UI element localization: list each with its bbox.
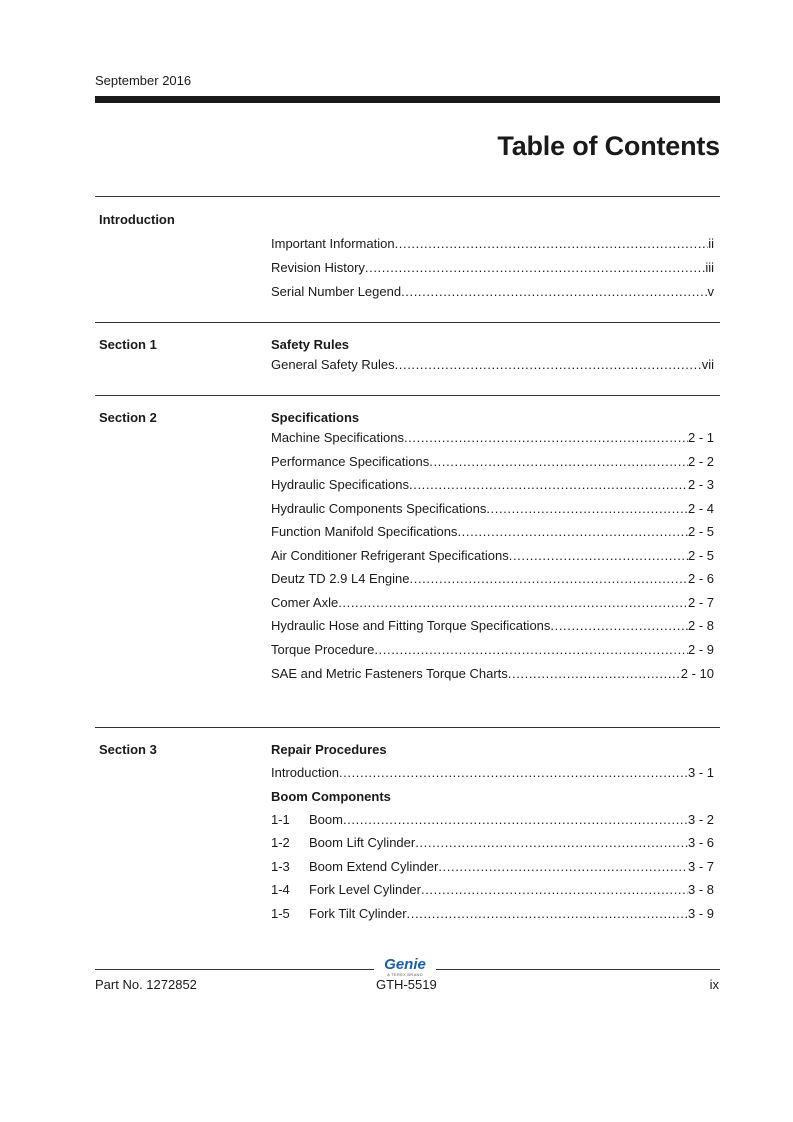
toc-subentry[interactable]: 1-3 Boom Extend Cylinder ..... 3 - 7	[271, 859, 714, 875]
toc-entry[interactable]: Comer Axle ..... 2 - 7	[271, 595, 714, 611]
toc-entry[interactable]: Deutz TD 2.9 L4 Engine ..... 2 - 6	[271, 571, 714, 587]
toc-entry[interactable]: Air Conditioner Refrigerant Specifications ..... 2 - 5	[271, 548, 714, 564]
toc-entry[interactable]: Torque Procedure ..... 2 - 9	[271, 642, 714, 658]
section-label-2: Section 2	[99, 410, 157, 425]
section-label-introduction: Introduction	[99, 212, 175, 227]
subheading-boom-components: Boom Components	[271, 789, 391, 804]
toc-entry[interactable]: SAE and Metric Fasteners Torque Charts ..... 2 - 10	[271, 666, 714, 682]
section-divider	[95, 322, 720, 323]
header-date: September 2016	[95, 73, 192, 88]
toc-entry[interactable]: Hydraulic Specifications ..... 2 - 3	[271, 477, 714, 493]
toc-subentry[interactable]: 1-1 Boom ..... 3 - 2	[271, 812, 714, 828]
section-divider	[95, 196, 720, 197]
genie-logo	[377, 957, 433, 977]
section-heading-safety-rules: Safety Rules	[271, 337, 350, 352]
section-label-3: Section 3	[99, 742, 157, 757]
logo-tagline: A TEREX BRAND	[387, 972, 423, 977]
section-heading-repair-procedures: Repair Procedures	[271, 742, 387, 757]
page-title: Table of Contents	[497, 131, 720, 161]
toc-entry[interactable]: Revision History ..... iii	[271, 260, 714, 276]
toc-subentry[interactable]: 1-4 Fork Level Cylinder ..... 3 - 8	[271, 882, 714, 898]
footer-part-number: Part No. 1272852	[95, 977, 197, 992]
section-heading-specifications: Specifications	[271, 410, 360, 425]
section-divider	[95, 395, 720, 396]
toc-entry[interactable]: Machine Specifications ..... 2 - 1	[271, 430, 714, 446]
logo-wordmark: Genie	[384, 956, 426, 973]
header-bar	[95, 96, 720, 103]
toc-entry[interactable]: General Safety Rules ..... vii	[271, 357, 714, 373]
toc-entry[interactable]: Function Manifold Specifications ..... 2 - 5	[271, 524, 714, 540]
section-label-1: Section 1	[99, 337, 157, 352]
footer-rule-left	[95, 969, 374, 970]
footer-page-number: ix	[709, 977, 719, 992]
section-divider	[95, 727, 720, 728]
toc-entry[interactable]: Serial Number Legend ..... v	[271, 284, 714, 300]
toc-entry[interactable]: Hydraulic Components Specifications ..... 2 - 4	[271, 501, 714, 517]
footer-model: GTH-5519	[376, 977, 437, 992]
toc-entry[interactable]: Introduction ..... 3 - 1	[271, 765, 714, 781]
toc-entry[interactable]: Hydraulic Hose and Fitting Torque Specifications ..... 2 - 8	[271, 618, 714, 634]
toc-subentry[interactable]: 1-2 Boom Lift Cylinder ..... 3 - 6	[271, 835, 714, 851]
toc-entry[interactable]: Important Information ..... ii	[271, 236, 714, 252]
toc-entry[interactable]: Performance Specifications ..... 2 - 2	[271, 454, 714, 470]
toc-subentry[interactable]: 1-5 Fork Tilt Cylinder ..... 3 - 9	[271, 906, 714, 922]
footer-rule-right	[436, 969, 720, 970]
